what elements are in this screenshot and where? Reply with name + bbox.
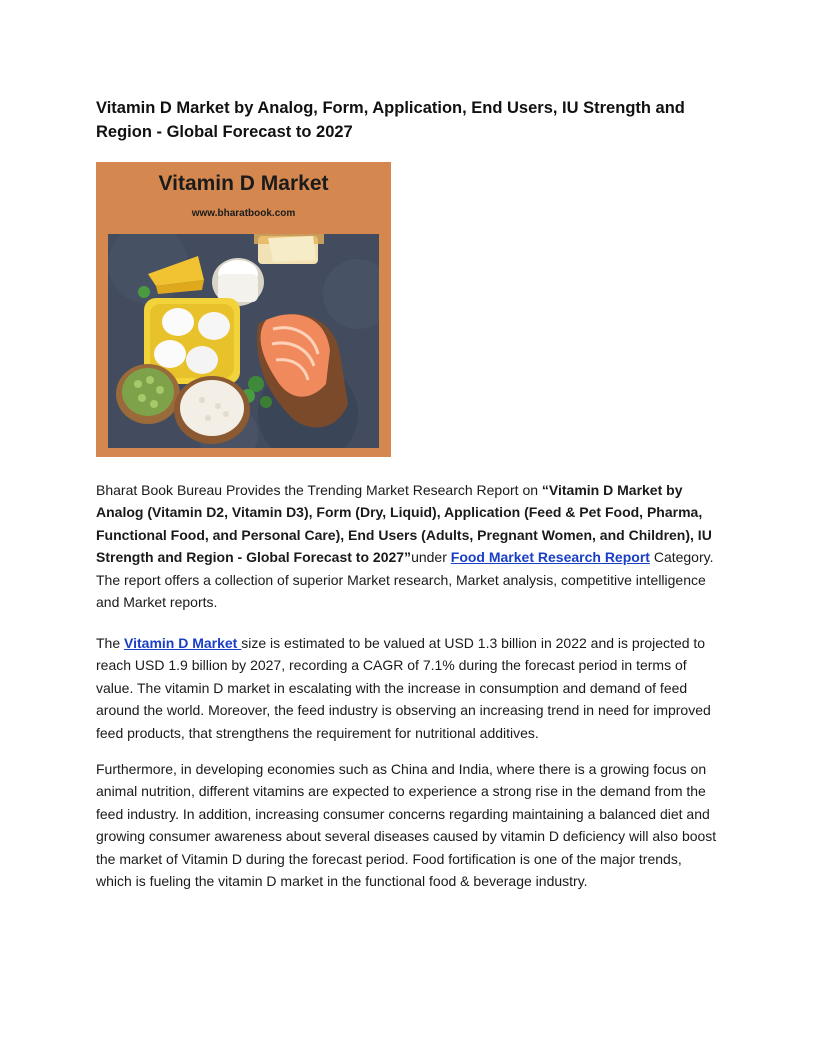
food-market-research-report-link[interactable]: Food Market Research Report: [450, 549, 650, 566]
report-banner-image: [96, 162, 391, 457]
vitamin-d-foods-photo: [108, 234, 379, 448]
category-text: Category. The report offers a collection of superior Market research, Market analysis, competitive intelligence and Market reports.: [96, 549, 714, 611]
under-text: under: [411, 549, 451, 566]
document-title: Vitamin D Market by Analog, Form, Application, End Users, IU Strength and Region - Global Forecast to 2027: [96, 99, 685, 141]
banner-title: Vitamin D Market: [158, 172, 329, 195]
market-size-text: size is estimated to be valued at USD 1.3 billion in 2022 and is projected to reach USD 1.9 billion by 2027, recording a CAGR of 7.1% during the forecast period in terms of value. The vitamin D market in escalating with the increase in consumption and demand of feed around the world. Moreover, the feed industry is observing an increasing trend in need for improved feed products, that strengthens the requirement for nutritional additives.: [96, 635, 711, 741]
market-size-prefix: The: [96, 635, 125, 651]
trends-paragraph: Furthermore, in developing economies such as China and India, where there is a growing focus on animal nutrition, different vitamins are expected to experience a strong rise in the demand from the feed industry. In addition, increasing consumer concerns regarding maintaining a balanced diet and growing consumer awareness about several diseases caused by vitamin D deficiency will also boost the market of Vitamin D during the forecast period. Food fortification is one of the major trends, which is fueling the vitamin D market in the functional food & beverage industry.: [96, 761, 717, 890]
intro-paragraph: [96, 479, 720, 613]
report-name: “Vitamin D Market by Analog (Vitamin D2, Vitamin D3), Form (Dry, Liquid), Application (Feed & Pet Food, Pharma, Functional Food, and Personal Care), End Users (Adults, Pregnant Women, and Children), IU Strength and Region - Global Forecast to 2027”: [96, 482, 712, 566]
intro-text: Bharat Book Bureau Provides the Trending Market Research Report on: [96, 482, 542, 498]
vitamin-d-market-link[interactable]: Vitamin D Market: [124, 635, 242, 651]
banner-url: www.bharatbook.com: [191, 208, 296, 219]
market-size-paragraph: [96, 632, 720, 744]
